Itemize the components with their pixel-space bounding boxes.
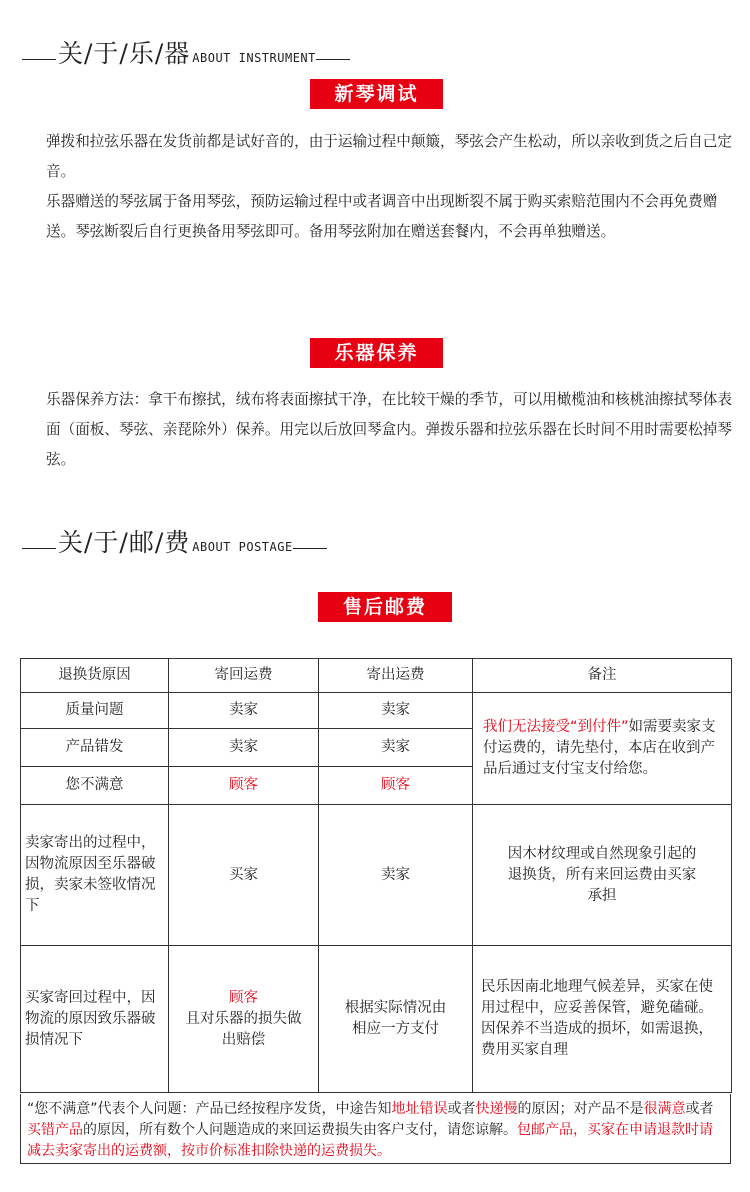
footer-red-text: 快递慢 (475, 1101, 518, 1117)
footer-text: 或者 (685, 1101, 714, 1117)
cell-return-fee: 顾客 (169, 767, 319, 805)
paragraph-tuning (46, 127, 736, 247)
section-title-en: ABOUT INSTRUMENT (192, 51, 316, 65)
title-line-right (316, 59, 350, 60)
section-title-instrument (22, 40, 350, 68)
badge-postage: 售后邮费 (318, 592, 452, 622)
cell-note: 民乐因南北地理气候差异，买家在使用过程中，应妥善保管，避免磕碰。因保养不当造成的损坏，如需退换，费用买家自理 (473, 946, 732, 1093)
footer-text: “您不满意”代表个人问题：产品已经按程序发货，中途告知 (27, 1101, 392, 1117)
footer-note (20, 1094, 731, 1164)
footer-red-text: 很满意 (643, 1101, 686, 1117)
table-row (21, 946, 732, 1093)
cell-send-fee: 卖家 (319, 693, 473, 729)
table-header-row (21, 659, 732, 693)
cell-send-fee: 顾客 (319, 767, 473, 805)
cell-send-fee: 卖家 (319, 729, 473, 767)
cell-reason: 您不满意 (21, 767, 169, 805)
return-fee-red: 顾客 (229, 989, 258, 1006)
header-reason: 退换货原因 (21, 659, 169, 693)
footer-text: 或者 (447, 1101, 476, 1117)
cell-send-fee: 根据实际情况由相应一方支付 (319, 946, 473, 1093)
title-line-left (22, 59, 56, 60)
cell-reason: 买家寄回过程中，因物流的原因致乐器破损情况下 (21, 946, 169, 1093)
cell-note: 因木材纹理或自然现象引起的退换货，所有来回运费由买家承担 (473, 805, 732, 946)
badge-new-tuning: 新琴调试 (310, 79, 443, 109)
table-row (21, 805, 732, 946)
cell-note-merged (473, 693, 732, 805)
cell-reason: 产品错发 (21, 729, 169, 767)
section-title-cn: 关/于/乐/器 (58, 39, 191, 68)
cell-reason: 卖家寄出的过程中，因物流原因至乐器破损，卖家未签收情况下 (21, 805, 169, 946)
badge-maintenance: 乐器保养 (310, 338, 443, 368)
cell-send-fee: 卖家 (319, 805, 473, 946)
return-fee-text: 且对乐器的损失做出赔偿 (185, 1010, 302, 1048)
title-line-left (22, 548, 56, 549)
header-note: 备注 (473, 659, 732, 693)
footer-text: 的原因；对产品不是 (517, 1101, 644, 1117)
footer-red-text: 包邮产品，买家在申请退款时请减去卖家寄出的运费额，按市价标准扣除快递的运费损失。 (27, 1122, 713, 1159)
note-red-text: 我们无法接受“到付件” (483, 719, 629, 735)
section-title-en: ABOUT POSTAGE (192, 540, 293, 554)
paragraph-maintenance: 乐器保养方法：拿干布擦拭，绒布将表面擦拭干净，在比较干燥的季节，可以用橄榄油和核桃油擦拭琴体表面（面板、琴弦、亲琵除外）保养。用完以后放回琴盒内。弹拨乐器和拉弦乐器在长时间不用时需要松掉琴弦。 (46, 391, 732, 468)
paragraph-tuning-1: 弹拨和拉弦乐器在发货前都是试好音的，由于运输过程中颠簸，琴弦会产生松动，所以亲收到货之后自己定音。 (46, 133, 732, 180)
header-return-fee: 寄回运费 (169, 659, 319, 693)
cell-return-fee: 卖家 (169, 729, 319, 767)
postage-table (20, 658, 732, 1093)
header-send-fee: 寄出运费 (319, 659, 473, 693)
section-title-postage (22, 529, 327, 557)
cell-return-fee: 买家 (169, 805, 319, 946)
cell-return-fee (169, 946, 319, 1093)
paragraph-tuning-2: 乐器赠送的琴弦属于备用琴弦，预防运输过程中或者调音中出现断裂不属于购买索赔范围内不会再免费赠送。琴弦断裂后自行更换备用琴弦即可。备用琴弦附加在赠送套餐内，不会再单独赠送。 (46, 193, 718, 240)
table-row (21, 693, 732, 729)
note-text: 如需要卖家支付运费的，请先垫付，本店在收到产品后通过支付宝支付给您。 (483, 719, 716, 777)
cell-return-fee: 卖家 (169, 693, 319, 729)
section-title-cn: 关/于/邮/费 (58, 528, 191, 557)
footer-text: 的原因，所有数个人问题造成的来回运费损失由客户支付，请您谅解。 (83, 1122, 517, 1138)
title-line-right (293, 548, 327, 549)
footer-red-text: 买错产品 (27, 1122, 83, 1138)
footer-red-text: 地址错误 (391, 1101, 448, 1117)
cell-reason: 质量问题 (21, 693, 169, 729)
